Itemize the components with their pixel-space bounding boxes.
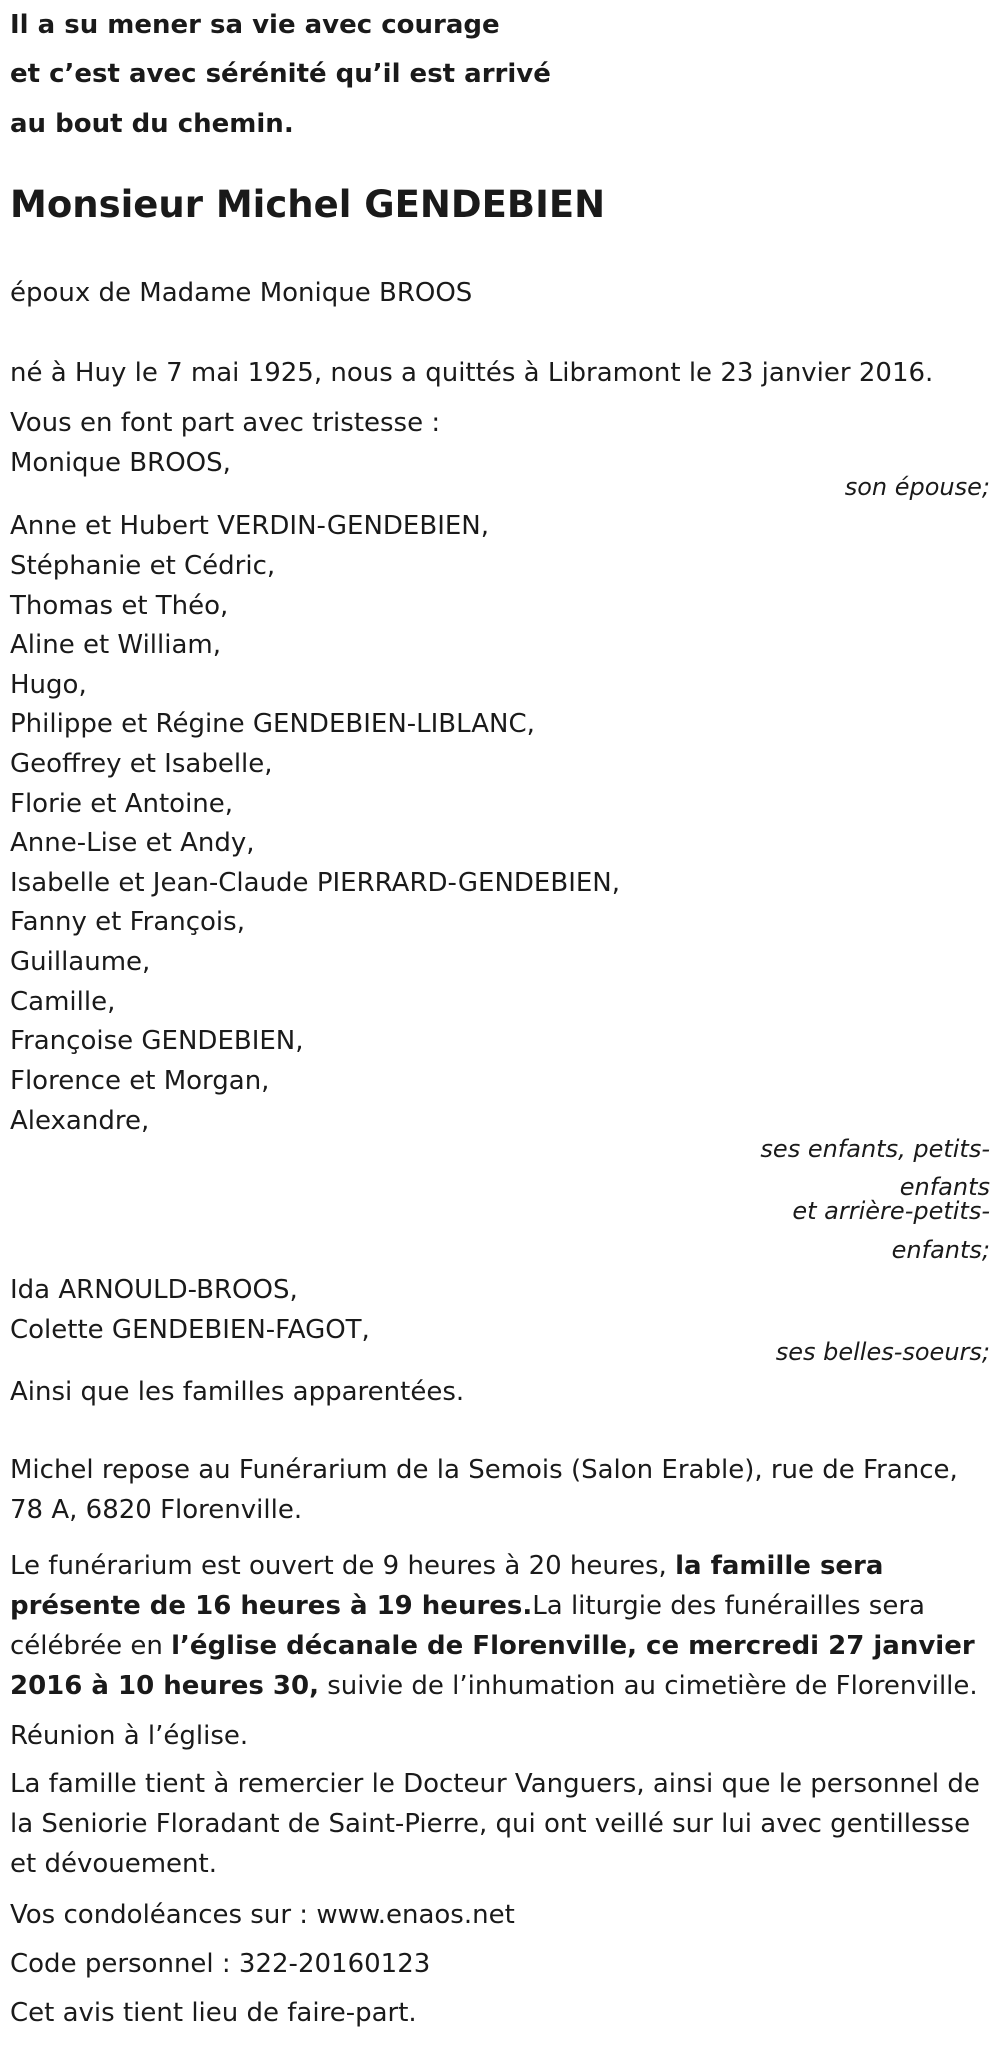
notice-line: Cet avis tient lieu de faire-part. bbox=[10, 1998, 417, 2028]
list-item: Stéphanie et Cédric, bbox=[10, 551, 276, 581]
spouse-line: époux de Madame Monique BROOS bbox=[10, 278, 473, 308]
list-item: Alexandre, bbox=[10, 1106, 150, 1136]
children-role-3: et arrière-petits- bbox=[792, 1197, 990, 1225]
children-role-1: ses enfants, petits- bbox=[760, 1135, 990, 1163]
reunion-line: Réunion à l’église. bbox=[10, 1721, 249, 1751]
list-item: Thomas et Théo, bbox=[10, 591, 229, 621]
code-line: Code personnel : 322-20160123 bbox=[10, 1949, 431, 1979]
sisters-role: ses belles-soeurs; bbox=[775, 1338, 990, 1366]
list-item: Guillaume, bbox=[10, 947, 151, 977]
list-item: Florie et Antoine, bbox=[10, 789, 234, 819]
list-item: Anne-Lise et Andy, bbox=[10, 828, 255, 858]
birth-death-line: né à Huy le 7 mai 1925, nous a quittés à Libramont le 23 janvier 2016. bbox=[10, 358, 934, 388]
families-line: Ainsi que les familles apparentées. bbox=[10, 1377, 465, 1407]
list-item: Fanny et François, bbox=[10, 907, 245, 937]
list-item: Isabelle et Jean-Claude PIERRARD-GENDEBIEN, bbox=[10, 868, 620, 898]
children-role-2: enfants bbox=[899, 1173, 990, 1201]
list-item: Aline et William, bbox=[10, 630, 221, 660]
children-role-4: enfants; bbox=[891, 1236, 990, 1264]
hours-text-d: l’église décanale de Florenville, ce mercredi 27 janvier 2016 à 10 heures 30, bbox=[10, 1631, 975, 1701]
list-item: Philippe et Régine GENDEBIEN-LIBLANC, bbox=[10, 709, 535, 739]
hours-paragraph bbox=[10, 1546, 995, 1706]
thanks-paragraph: La famille tient à remercier le Docteur Vanguers, ainsi que le personnel de la Seniorie Floradant de Saint-Pierre, qui ont veillé sur lui avec gentillesse et dévouement. bbox=[10, 1769, 980, 1879]
hours-text-e: suivie de l’inhumation au cimetière de Florenville. bbox=[318, 1671, 978, 1701]
condolences-line: Vos condoléances sur : www.enaos.net bbox=[10, 1900, 515, 1930]
deceased-name: Monsieur Michel GENDEBIEN bbox=[10, 183, 606, 226]
list-item: Anne et Hubert VERDIN-GENDEBIEN, bbox=[10, 511, 490, 541]
list-item: Camille, bbox=[10, 987, 116, 1017]
list-item: Françoise GENDEBIEN, bbox=[10, 1026, 304, 1056]
repose-paragraph: Michel repose au Funérarium de la Semois (Salon Erable), rue de France, 78 A, 6820 Florenville. bbox=[10, 1455, 958, 1525]
list-item: Geoffrey et Isabelle, bbox=[10, 749, 273, 779]
quote-line-2: et c’est avec sérénité qu’il est arrivé bbox=[10, 59, 551, 89]
list-item: Ida ARNOULD-BROOS, bbox=[10, 1275, 298, 1305]
hours-text-c: La liturgie des funérailles sera célébrée en bbox=[10, 1591, 925, 1661]
spouse-name: Monique BROOS, bbox=[10, 448, 231, 478]
list-item: Florence et Morgan, bbox=[10, 1066, 270, 1096]
quote-line-3: au bout du chemin. bbox=[10, 109, 294, 139]
hours-text-b: la famille sera présente de 16 heures à 19 heures. bbox=[10, 1551, 884, 1621]
list-item: Colette GENDEBIEN-FAGOT, bbox=[10, 1315, 370, 1345]
list-item: Hugo, bbox=[10, 670, 87, 700]
intro-line: Vous en font part avec tristesse : bbox=[10, 408, 441, 438]
spouse-role: son épouse; bbox=[844, 473, 990, 501]
hours-text-a: Le funérarium est ouvert de 9 heures à 20 heures, bbox=[10, 1551, 676, 1581]
quote-line-1: Il a su mener sa vie avec courage bbox=[10, 10, 500, 40]
